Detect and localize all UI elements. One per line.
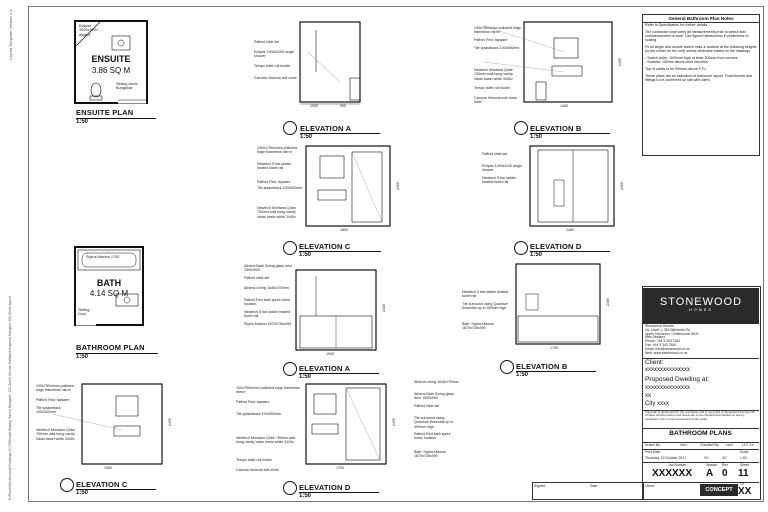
- bath-elev-a-dim-2: 2400: [381, 304, 386, 313]
- bath-elev-c-drawing: [82, 384, 162, 466]
- checked-by-value: xxxx: [726, 443, 733, 447]
- ensuite-elev-b-note-5: Tempo toilet roll holder: [474, 86, 511, 90]
- of-label: Of: [740, 482, 744, 486]
- ensuite-elev-c-dim-2: 2400: [395, 182, 400, 191]
- print-date-label: Print Date:: [645, 450, 662, 454]
- bath-elev-d-right-note-2: Athena Bath Swing glass door 1500x900: [414, 392, 454, 401]
- ensuite-elev-c-note-1: 1000x750x4mm polished edge frameless mirror: [257, 146, 297, 155]
- drawing-title: BATHROOM PLANS: [669, 430, 732, 437]
- bath-elev-c-marker: [60, 478, 74, 492]
- bath-elev-b-drawing: [516, 264, 600, 346]
- bathroom-plan-scale: 1:50: [76, 354, 89, 360]
- rev-label: Rev: [722, 463, 729, 467]
- ensuite-elev-c-note-3: Paffoni Red: tapware: [257, 180, 291, 184]
- ensuite-elev-c-dim-1: 1800: [340, 228, 348, 232]
- bathroom-plan-drawing: [74, 246, 144, 326]
- ensuite-elev-b-note-2: Paffoni Red: tapware: [474, 38, 508, 42]
- ensuite-elev-c-note-5: Newtech Montana Qube 750mm wall hung vanity Vasto basin white 3440v: [257, 206, 296, 219]
- ensuite-room-area: 3.86 SQ M: [91, 66, 131, 75]
- ensuite-elev-b-note-6: Caroma Venecia soft close toilet: [474, 96, 517, 105]
- sheet-label: Sheet: [740, 463, 749, 467]
- ensuite-elev-d-scale: 1:50: [530, 252, 543, 258]
- lot-value: x: [752, 443, 754, 447]
- job-number-label: Job Number: [668, 463, 687, 467]
- ensuite-elev-b-dim-2: 2400: [617, 58, 622, 67]
- bath-elev-a-drawing: [296, 270, 376, 352]
- company-line-7: Email: info@stonewood.co.nz: [645, 346, 690, 351]
- ensuite-plan-drawing: [74, 20, 148, 104]
- proposed-value: xxxxxxxxxxxxxxx: [645, 385, 690, 391]
- bath-elev-b-label: ELEVATION B: [516, 362, 568, 371]
- signature-strip: [532, 482, 644, 500]
- bath-elev-d-left-note-2: Paffoni Red: tapware: [236, 400, 270, 404]
- bath-elev-c-label: ELEVATION C: [76, 480, 128, 489]
- layout-version-text: Layout Template Version 1.4: [8, 9, 13, 60]
- ensuite-elev-a-note-1: Paffoni slide set: [254, 40, 280, 44]
- ensuite-elev-a-note-2: Eclipse 1000x1000 angle shower: [254, 50, 295, 59]
- address-line-1: xx: [645, 393, 651, 399]
- signed-label: Signed:: [534, 484, 546, 488]
- ensuite-elev-d-note-3: Newtech 5 bar ladder heated towel rail: [482, 176, 517, 185]
- company-details: [645, 325, 699, 355]
- bathroom-door-note: Sliding Door: [78, 308, 90, 317]
- bathroom-plan-underline: [76, 353, 158, 354]
- ensuite-elev-b-label: ELEVATION B: [530, 124, 582, 133]
- bath-elev-c-note-4: Newtech Montana Qube 750mm wall-hung vanity Vasto basin white 3440v: [36, 428, 75, 441]
- ensuite-elev-c-label: ELEVATION C: [299, 242, 351, 251]
- bath-elev-d-right-note-5: Paffoni Red bath spout mixer location: [414, 432, 451, 441]
- bath-elev-a-note-6: Stylus Maxton 1670x735x490: [244, 322, 292, 326]
- xx-col-1: XX: [704, 456, 709, 460]
- bath-elev-d-dim-1: 1700: [336, 466, 344, 470]
- bath-elev-a-note-3: Athena Lining 1645x700mm: [244, 286, 289, 290]
- bath-elev-d-dim-2: 2400: [391, 418, 396, 427]
- bath-elev-b-note-2: Tile surround using Quantum Essential up to 450mm high: [462, 302, 509, 311]
- company-line-2: 1A, Level 1, 353 Blenheim Rd: [645, 327, 690, 332]
- bath-elev-c-note-2: Paffoni Red: tapware: [36, 398, 70, 402]
- bath-elev-b-dim-2: 2400: [605, 298, 610, 307]
- bath-elev-c-note-1: 100x750x4mm polished edge frameless mirror: [36, 384, 74, 393]
- ensuite-elev-d-note-2: Eclipse 1000x1000 angle shower: [482, 164, 523, 173]
- bath-elev-c-dim-1: 1900: [104, 466, 112, 470]
- copyright-disclaimer: This plan is developed for the purchaser and is copyright to Stonewood Homes NZ Limited. All dimensions and levels are to be checked and verified on site by contractor prior to commencement of any work.: [645, 410, 755, 421]
- brand-sub: HOMES: [689, 308, 713, 312]
- general-notes-body: [643, 23, 759, 82]
- ensuite-elev-b-scale: 1:50: [530, 134, 543, 140]
- bath-elev-d-right-note-3: Paffoni slide set: [414, 404, 440, 408]
- company-line-5: Phone: +64 3 343 7841: [645, 339, 681, 344]
- brand-logo: [643, 288, 759, 324]
- bath-elev-b-note-1: Newtech 5 bar ladder heated towel rail: [462, 290, 509, 299]
- bath-elev-a-note-2: Paffoni slide set: [244, 276, 270, 280]
- version-value: A: [706, 468, 714, 479]
- xx-col-2: XX: [722, 456, 727, 460]
- lot-label: LOT #: [742, 443, 752, 447]
- sheet-value: 11: [738, 468, 749, 479]
- ensuite-elev-a-drawing: [300, 22, 360, 106]
- ensuite-elev-a-note-4: Caroma Venecia soft close: [254, 76, 297, 80]
- scale-value: 1:50: [740, 456, 747, 460]
- general-notes-box: [642, 14, 760, 156]
- ensuite-elev-c-note-2: Newtech 5 bar ladder heated towel rail: [257, 162, 292, 171]
- ensuite-elev-b-note-1: 100x750x4mm polished edge frameless mirror: [474, 26, 521, 35]
- rev-value: 0: [722, 468, 728, 479]
- ensuite-elev-d-label: ELEVATION D: [530, 242, 582, 251]
- bath-elev-b-scale: 1:50: [516, 372, 529, 378]
- ensuite-plan-scale: 1:50: [76, 119, 89, 125]
- general-note-5: - Sockets: 150mm above work benches: [645, 60, 708, 65]
- bath-elev-d-label: ELEVATION D: [299, 483, 351, 492]
- client-value: xxxxxxxxxxxxxxx: [645, 367, 690, 373]
- job-number-value: XXXXXX: [652, 468, 693, 479]
- ensuite-elev-c-scale: 1:50: [299, 252, 312, 258]
- bath-elev-d-marker: [283, 481, 297, 495]
- bath-elev-d-left-note-5: Tempo toilet roll holder: [236, 458, 273, 462]
- bath-elev-d-right-note-1: Athena Lining 1645x700mm: [414, 380, 459, 384]
- bath-elev-d-left-note-6: Caroma Venecia soft close: [236, 468, 279, 472]
- bath-elev-c-note-3: Tile splashback 100x300mm: [36, 406, 61, 415]
- tb-divider-3: [642, 428, 759, 429]
- general-note-2: The contractor shall verify all measurements prior to setout and commencement of work. Use figured dimensions in preference to scaling.: [645, 29, 749, 43]
- bath-elev-a-scale: 1:50: [299, 374, 312, 380]
- bath-elev-b-note-3: Bath: Stylus Maxton 1670x735x490: [462, 322, 494, 331]
- company-line-3: Upper Riccarton, Christchurch 8041: [645, 331, 699, 336]
- bath-elev-a-dim-1: 1900: [326, 352, 334, 356]
- bath-elev-a-marker: [283, 362, 297, 376]
- ensuite-elev-d-note-1: Paffoni slide set: [482, 152, 508, 156]
- ensuite-elev-c-marker: [283, 241, 297, 255]
- ensuite-elev-d-dim-1: 1460: [566, 228, 574, 232]
- bath-elev-d-left-note-3: Tile splashback 100x300mm: [236, 412, 282, 416]
- ensuite-door-note: Sliding doors Bungalow: [116, 82, 138, 91]
- bath-elev-d-left-note-4: Newtech Montana Qube 750mm wall-hung vanity Vasto basin white 3440v: [236, 436, 297, 445]
- company-line-1: Stonewood Homes: [645, 324, 674, 328]
- status-concept: CONCEPT: [700, 484, 738, 496]
- scale-label: Scale: [740, 450, 749, 454]
- bath-elev-c-dim-2: 2400: [167, 418, 172, 427]
- company-line-6: Fax: +64 3 343 7840: [645, 342, 677, 347]
- bath-elev-b-dim-1: 1700: [550, 346, 558, 350]
- proposed-label: Proposed Dwelling at:: [645, 376, 710, 383]
- ensuite-elev-d-dim-2: 2400: [619, 182, 624, 191]
- ensuite-elev-d-drawing: [530, 146, 614, 228]
- general-note-7: These plans are an indication of bathroom layout. Final fixtures and fittings to be confirmed on site with client.: [645, 73, 753, 83]
- bath-note: Stylus Maxton 1700: [86, 255, 120, 259]
- bath-elev-a-note-1: Athena Bath Swing glass door 1500x900: [244, 264, 293, 273]
- drawn-by-label: Drawn By:: [645, 443, 661, 447]
- date-label: Date:: [590, 484, 599, 488]
- ensuite-shower-note: Eclipse 1000x1000 angled: [79, 24, 98, 37]
- ensuite-elev-b-note-4: Newtech Montana Qube 750mm wall-hung vanity Vasto basin white 3440v: [474, 68, 513, 81]
- bath-elev-d-right-note-4: Tile surround using Quantum Essential up to 450mm high: [414, 416, 454, 429]
- bath-elev-a-note-4: Paffoni Red bath spout mixer location: [244, 298, 291, 307]
- version-label: Version: [706, 463, 718, 467]
- company-line-4: New Zealand: [645, 335, 665, 340]
- print-date-value: Thursday, 19 October 2017: [645, 456, 687, 460]
- bath-elev-c-scale: 1:50: [76, 490, 89, 496]
- bath-elev-d-right-note-6: Bath: Stylus Maxton 1670x735x490: [414, 450, 446, 459]
- ensuite-elev-c-drawing: [306, 146, 390, 228]
- address-line-2: City xxxx: [645, 401, 669, 407]
- ensuite-plan-label: ENSUITE PLAN: [76, 108, 134, 117]
- ensuite-elev-d-marker: [514, 241, 528, 255]
- general-note-1: Refer to Specification for further details.: [645, 23, 709, 27]
- general-note-6: Top of vanity to be 900mm above F.F.L.: [645, 67, 708, 72]
- brand-name: STONEWOOD: [659, 296, 743, 308]
- bath-elev-a-label: ELEVATION A: [299, 364, 351, 373]
- ensuite-elev-b-dim-1: 1460: [560, 104, 568, 108]
- general-notes-title: General Bathroom Plan Notes: [643, 15, 759, 23]
- ensuite-elev-b-drawing: [524, 22, 612, 106]
- bathroom-plan-label: BATHROOM PLAN: [76, 343, 145, 352]
- bathroom-room-name: BATH: [96, 278, 122, 288]
- ensuite-elev-b-marker: [514, 121, 528, 135]
- bath-elev-a-note-5: Newtech 5 bar ladder heated towel rail: [244, 310, 291, 319]
- client-sign-label: Client:: [645, 484, 655, 488]
- drawn-by-value: xxxx: [680, 443, 687, 447]
- file-path-text: K:\Plans\Architectural Drawings 2017\Stewart Bayley, Sarnia Margaret, 123 Street (Crown Halifax)\Hersperia Mangere 123 Street layout: [8, 296, 12, 500]
- ensuite-elev-a-dim-2: 900: [340, 104, 346, 108]
- ensuite-room-name: ENSUITE: [91, 54, 131, 64]
- bath-elev-d-scale: 1:50: [299, 493, 312, 499]
- general-note-3: Fit all single and double switch units & sockets at the following heights (to the center on the unit) unless otherwise stated on the drawings.: [645, 44, 757, 54]
- ensuite-elev-a-scale: 1:50: [300, 134, 313, 140]
- general-note-4: - Switch Units: 1000mm high at least 300mm from corners.: [645, 55, 739, 60]
- ensuite-elev-a-dim-1: 1000: [310, 104, 318, 108]
- checked-by-label: Checked By:: [700, 443, 720, 447]
- ensuite-elev-a-marker: [283, 121, 297, 135]
- ensuite-elev-a-label: ELEVATION A: [300, 124, 352, 133]
- company-line-8: Web: www.stonewood.co.nz: [645, 350, 688, 355]
- client-label: Client:: [645, 359, 664, 366]
- ensuite-elev-a-note-3: Tempo toilet roll holder: [254, 64, 291, 68]
- bathroom-room-area: 4.14 SQ M: [89, 289, 129, 298]
- bath-elev-b-marker: [500, 360, 514, 374]
- ensuite-elev-c-underline: [299, 251, 381, 252]
- bath-elev-d-left-note-1: 100x750x4mm polished edge frameless mirror: [236, 386, 300, 395]
- of-value: XX: [738, 486, 752, 497]
- ensuite-elev-c-note-4: Tile splashback 100x300mm: [257, 186, 303, 190]
- bath-elev-d-drawing: [306, 384, 386, 466]
- ensuite-elev-b-note-3: Tile splashback 100x300mm: [474, 46, 520, 50]
